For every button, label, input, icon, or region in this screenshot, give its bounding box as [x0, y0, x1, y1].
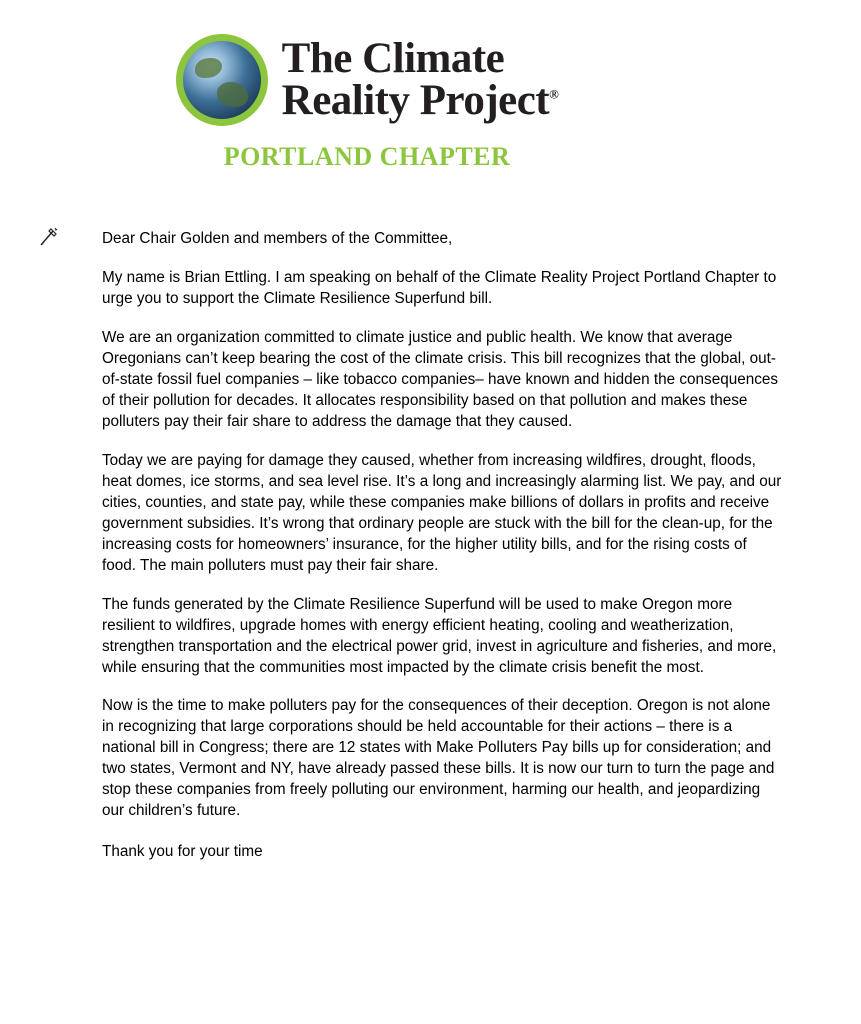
letter-body: [102, 228, 782, 880]
letter-paragraph: My name is Brian Ettling. I am speaking on behalf of the Climate Reality Project Portland Chapter to urge you to support the Climate Resilience Superfund bill.: [102, 269, 777, 307]
letter-paragraph: We are an organization committed to climate justice and public health. We know that average Oregonians can’t keep bearing the cost of the climate crisis. This bill recognizes that the global, out-of-state fossil fuel companies – like tobacco companies– have known and hidden the consequences of their pollution for decades. It allocates responsibility based on that pollution and makes these polluters pay their fair share to address the damage that they caused.: [102, 329, 779, 430]
letter-paragraph: Now is the time to make polluters pay for the consequences of their deception. Oregon is not alone in recognizing that large corporations should be held accountable for their actions – there is a national bill in Congress; there are 12 states with Make Polluters Pay bills up for consideration; and two states, Vermont and NY, have already passed these bills. It is now our turn to turn the page and stop these companies from freely polluting our environment, harming our health, and jeopardizing our children’s future.: [102, 697, 775, 819]
earth-globe-icon: [176, 34, 268, 126]
wordmark-line-2: [281, 77, 559, 124]
chapter-name: PORTLAND CHAPTER: [223, 142, 511, 171]
letter-closing: Thank you for your time: [102, 843, 263, 860]
wordmark-line-1: The Climate: [281, 34, 505, 82]
letter-paragraph: The funds generated by the Climate Resilience Superfund will be used to make Oregon more resilient to wildfires, upgrade homes with energy efficient heating, cooling and weatherization, strengthen transportation and the electrical power grid, invest in agriculture and fisheries, and more, while ensuring that the communities most impacted by the climate crisis benefit the most.: [102, 596, 777, 676]
organization-wordmark: [281, 34, 559, 124]
wordmark-line-2-text: Reality Project: [281, 77, 550, 124]
logo-lockup: [176, 34, 559, 126]
letterhead-banner: [102, 0, 632, 222]
letter-paragraph: Today we are paying for damage they caused, whether from increasing wildfires, drought, floods, heat domes, ice storms, and sea level rise. It’s a long and increasingly alarming list. We pay, and our cities, counties, and state pay, while these companies make billions of dollars in profits and receive government subsidies. It’s wrong that ordinary people are stuck with the bill for the clean-up, for the increasing costs for homeowners’ insurance, for the higher utility bills, and for the rising costs of food. The main polluters must pay their fair share.: [102, 452, 782, 574]
registered-trademark-icon: ®: [549, 86, 559, 102]
pen-annotation-icon: [38, 226, 60, 248]
letter-salutation: Dear Chair Golden and members of the Committee,: [102, 230, 453, 247]
